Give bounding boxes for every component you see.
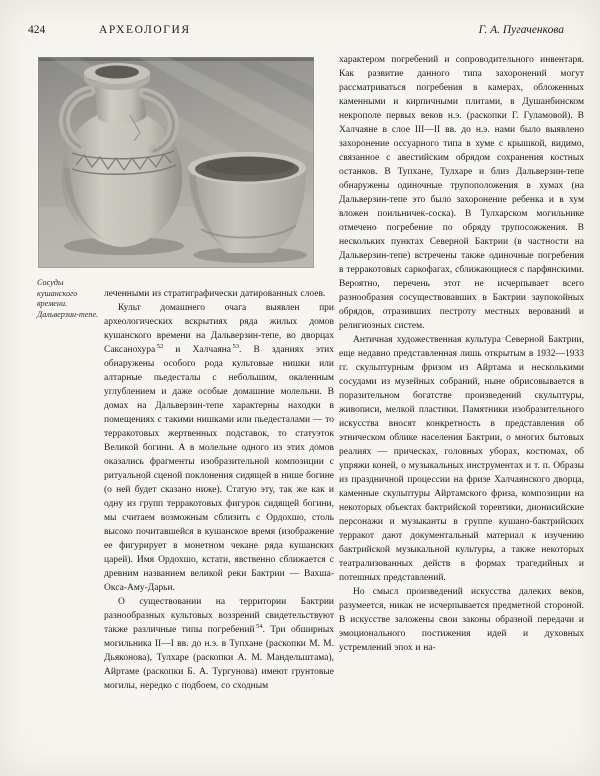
right-text-column xyxy=(339,53,584,655)
paragraph-art-culture xyxy=(339,333,584,585)
running-head: АРХЕОЛОГИЯ xyxy=(99,24,191,36)
vessels-photo-image xyxy=(38,57,314,268)
paragraph-text: Античная художественная культура Северной Бактрии, еще недавно представленная лишь открытым в 1932—1933 гг. скульптурным фризом из Айртама и несколькими сосудами из музейных собраний, ныне обрисовывается в поразительном богатстве произведений скульптуры, живописи, мелкой пластики. Памятники изобразительного искусства вносят конкретность в представления об этническом облике населения Бактрии, о многих бытовых реалиях — прическах, головных уборах, костюмах, об упряжи коней, о музыкальных инструментах и т. п. Образы из праздничной процессии на фризе Халчаянского дворца, каменные скульптуры Айртамского фриза, композиции на некоторых объектах бактрийской торевтики, дионисийские персонажи и музыканты в группе кушано-бактрийских терракот дают документальный материал к изучению бактрийской музыкальной культуры, а также некоторых театрализованных действ в формах трагедийных и потешных представлений. xyxy=(339,335,584,583)
footnote-ref-52: 52 xyxy=(156,342,164,350)
paragraph-text: . В зданиях этих обнаружены особого рода культовые нишки или алтарные пьедесталы с небольшим, окаленным углублением и даже особые домашние молельни. В домах на Дальверзин-тепе характерны находки в помещениях с такими нишками или пьедесталами — то терракотовых жертвенных подставок, то статуэток Великой богини. А в молельне одного из этих домов оказались фрагменты изобразительной композиции с ритуальной сценой поклонения сидящей в нише богине (о ней будет сказано ниже). Статую эту, так же как и одну из групп терракотовых фигурок сидящей богини, мы считаем возможным сблизить с Ордохшо, столь высоко почитавшейся в кушанское время (изображение ее фигурирует в монетном чекане ряда кушанских царей). Имя Ордохшо, кстати, явственно сближается с древним названием великой реки Бактрии — Вахша-Окса-Аму-Дарьи. xyxy=(104,345,334,593)
paragraph-art-meaning xyxy=(339,585,584,655)
paragraph-burials xyxy=(104,595,334,693)
paragraph-burial-rites xyxy=(339,53,584,333)
paragraph-text: и Халчаяна xyxy=(163,345,232,355)
paragraph-text: Культ домашнего очага выявлен при археологических вскрытиях ряда жилых домов кушанского времени на Дальверзин-тепе, во дворцах Саксанохура xyxy=(104,303,334,355)
footnote-ref-54: 54 xyxy=(256,622,263,630)
left-text-column xyxy=(104,287,334,693)
photo-caption: Сосуды кушанского времени. Дальверзин-тепе. xyxy=(37,278,99,319)
paragraph-continuation xyxy=(104,287,334,301)
paragraph-text: О существовании на территории Бактрии разнообразных культовых воззрений свидетельствуют также различные типы погребений xyxy=(104,597,334,635)
paragraph-text: . Три обширных могильника II—I вв. до н.э. в Тупхане (раскопки М. М. Дьяконова), Тулхаре (раскопки А. М. Мандельштама), Айртаме (раскопки Б. А. Тургунова) имеют грунтовые могилы, нередко с подбоем, со сходным xyxy=(104,625,334,691)
paragraph-text: Но смысл произведений искусства далеких веков, разумеется, никак не исчерпывается предметной стороной. В искусстве заложены свои законы образной передачи и эмоционального постижения идей и духовных устремлений эпох и на- xyxy=(339,587,584,653)
page-number: 424 xyxy=(28,24,46,36)
vessels-photo xyxy=(38,57,314,268)
author-name: Г. А. Пугаченкова xyxy=(478,24,564,36)
paragraph-hearth-cult xyxy=(104,301,334,595)
paragraph-text: леченными из стратиграфически датированных слоев. xyxy=(104,289,326,299)
paragraph-text: характером погребений и сопроводительного инвентаря. Как развитие данного типа захоронений могут рассматриваться погребения в камерах, обложенных каменными и кирпичными плитами, в Душанбинском некрополе первых веков н.э. (раскопки Г. Гуламовой). В Халчаяне в слое III—II вв. до н.э. нами было выявлено захоронение оссуарного типа в хуме с крышкой, видимо, связанное с авестийским обрядом сохранения костных останков. В Тупхане, Тулхаре и близ Дальверзин-тепе обнаружены одиночные трупоположения в хумах (на Дальверзин-тепе это было захоронение ребенка и в хум вложен поильничек-соска). В Тулхарском могильнике отмечено погребение по обряду трупосожжения. В нескольких пунктах Северной Бактрии (в частности на Дальверзин-тепе) встречены также одиночные погребения в терракотовых саркофагах, сближающиеся с парфянскими. Вероятно, перечень этот не исчерпывает всего разнообразия сосуществовавших в Бактрии заупокойных обрядов, отразивших пестроту местных верований и религиозных систем. xyxy=(339,55,584,331)
footnote-ref-53: 53 xyxy=(232,342,240,350)
